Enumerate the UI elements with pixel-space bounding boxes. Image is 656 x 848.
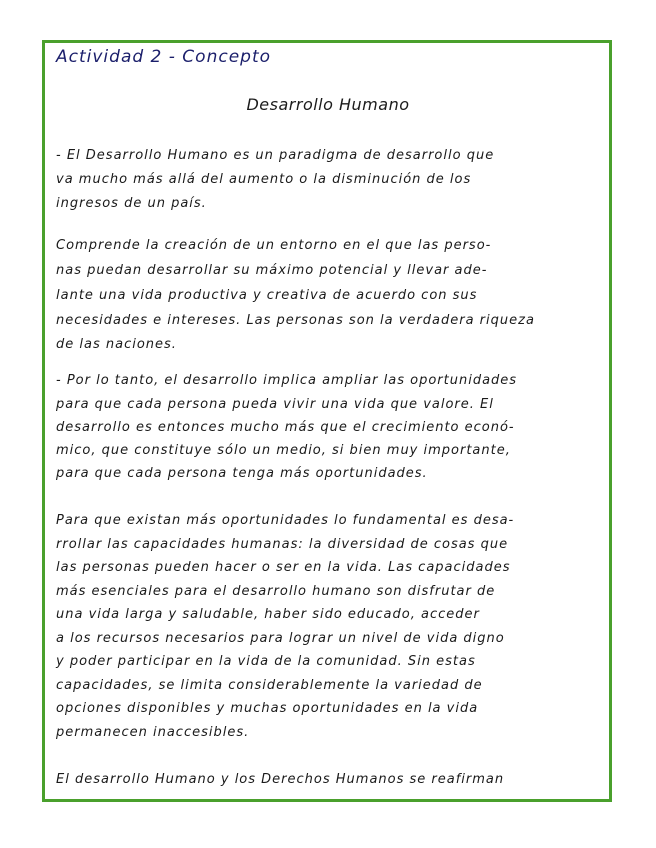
activity-title: Actividad 2 - Concepto [56,47,272,67]
text-line: y poder participar en la vida de la comunidad. Sin estas [56,654,476,669]
text-line: El desarrollo Humano y los Derechos Humanos se reafirman [56,772,505,787]
text-line: las personas pueden hacer o ser en la vida. Las capacidades [56,560,511,575]
text-line: rrollar las capacidades humanas: la diversidad de cosas que [56,537,509,552]
text-line: desarrollo es entonces mucho más que el crecimiento econó- [56,420,515,435]
text-line: ingresos de un país. [56,196,207,211]
text-line: - Por lo tanto, el desarrollo implica ampliar las oportunidades [56,373,518,388]
text-line: mico, que constituye sólo un medio, si bien muy importante, [56,443,511,458]
text-line: de las naciones. [56,337,177,352]
text-line: para que cada persona pueda vivir una vida que valore. El [56,397,494,412]
text-line: va mucho más allá del aumento o la disminución de los [56,172,472,187]
text-line: una vida larga y saludable, haber sido educado, acceder [56,607,480,622]
text-line: nas puedan desarrollar su máximo potencial y llevar ade- [56,263,488,278]
text-line: Comprende la creación de un entorno en el que las perso- [56,238,492,253]
text-line: opciones disponibles y muchas oportunidades en la vida [56,701,479,716]
text-line: lante una vida productiva y creativa de acuerdo con sus [56,288,478,303]
text-line: capacidades, se limita considerablemente la variedad de [56,678,483,693]
page-heading: Desarrollo Humano [246,95,410,114]
text-line: necesidades e intereses. Las personas son la verdadera riqueza [56,313,535,328]
text-line: más esenciales para el desarrollo humano son disfrutar de [56,584,496,599]
text-line: a los recursos necesarios para lograr un nivel de vida digno [56,631,505,646]
text-line: para que cada persona tenga más oportunidades. [56,466,428,481]
text-line: Para que existan más oportunidades lo fundamental es desa- [56,513,515,528]
text-line: - El Desarrollo Humano es un paradigma de desarrollo que [56,148,495,163]
text-line: permanecen inaccesibles. [56,725,250,740]
